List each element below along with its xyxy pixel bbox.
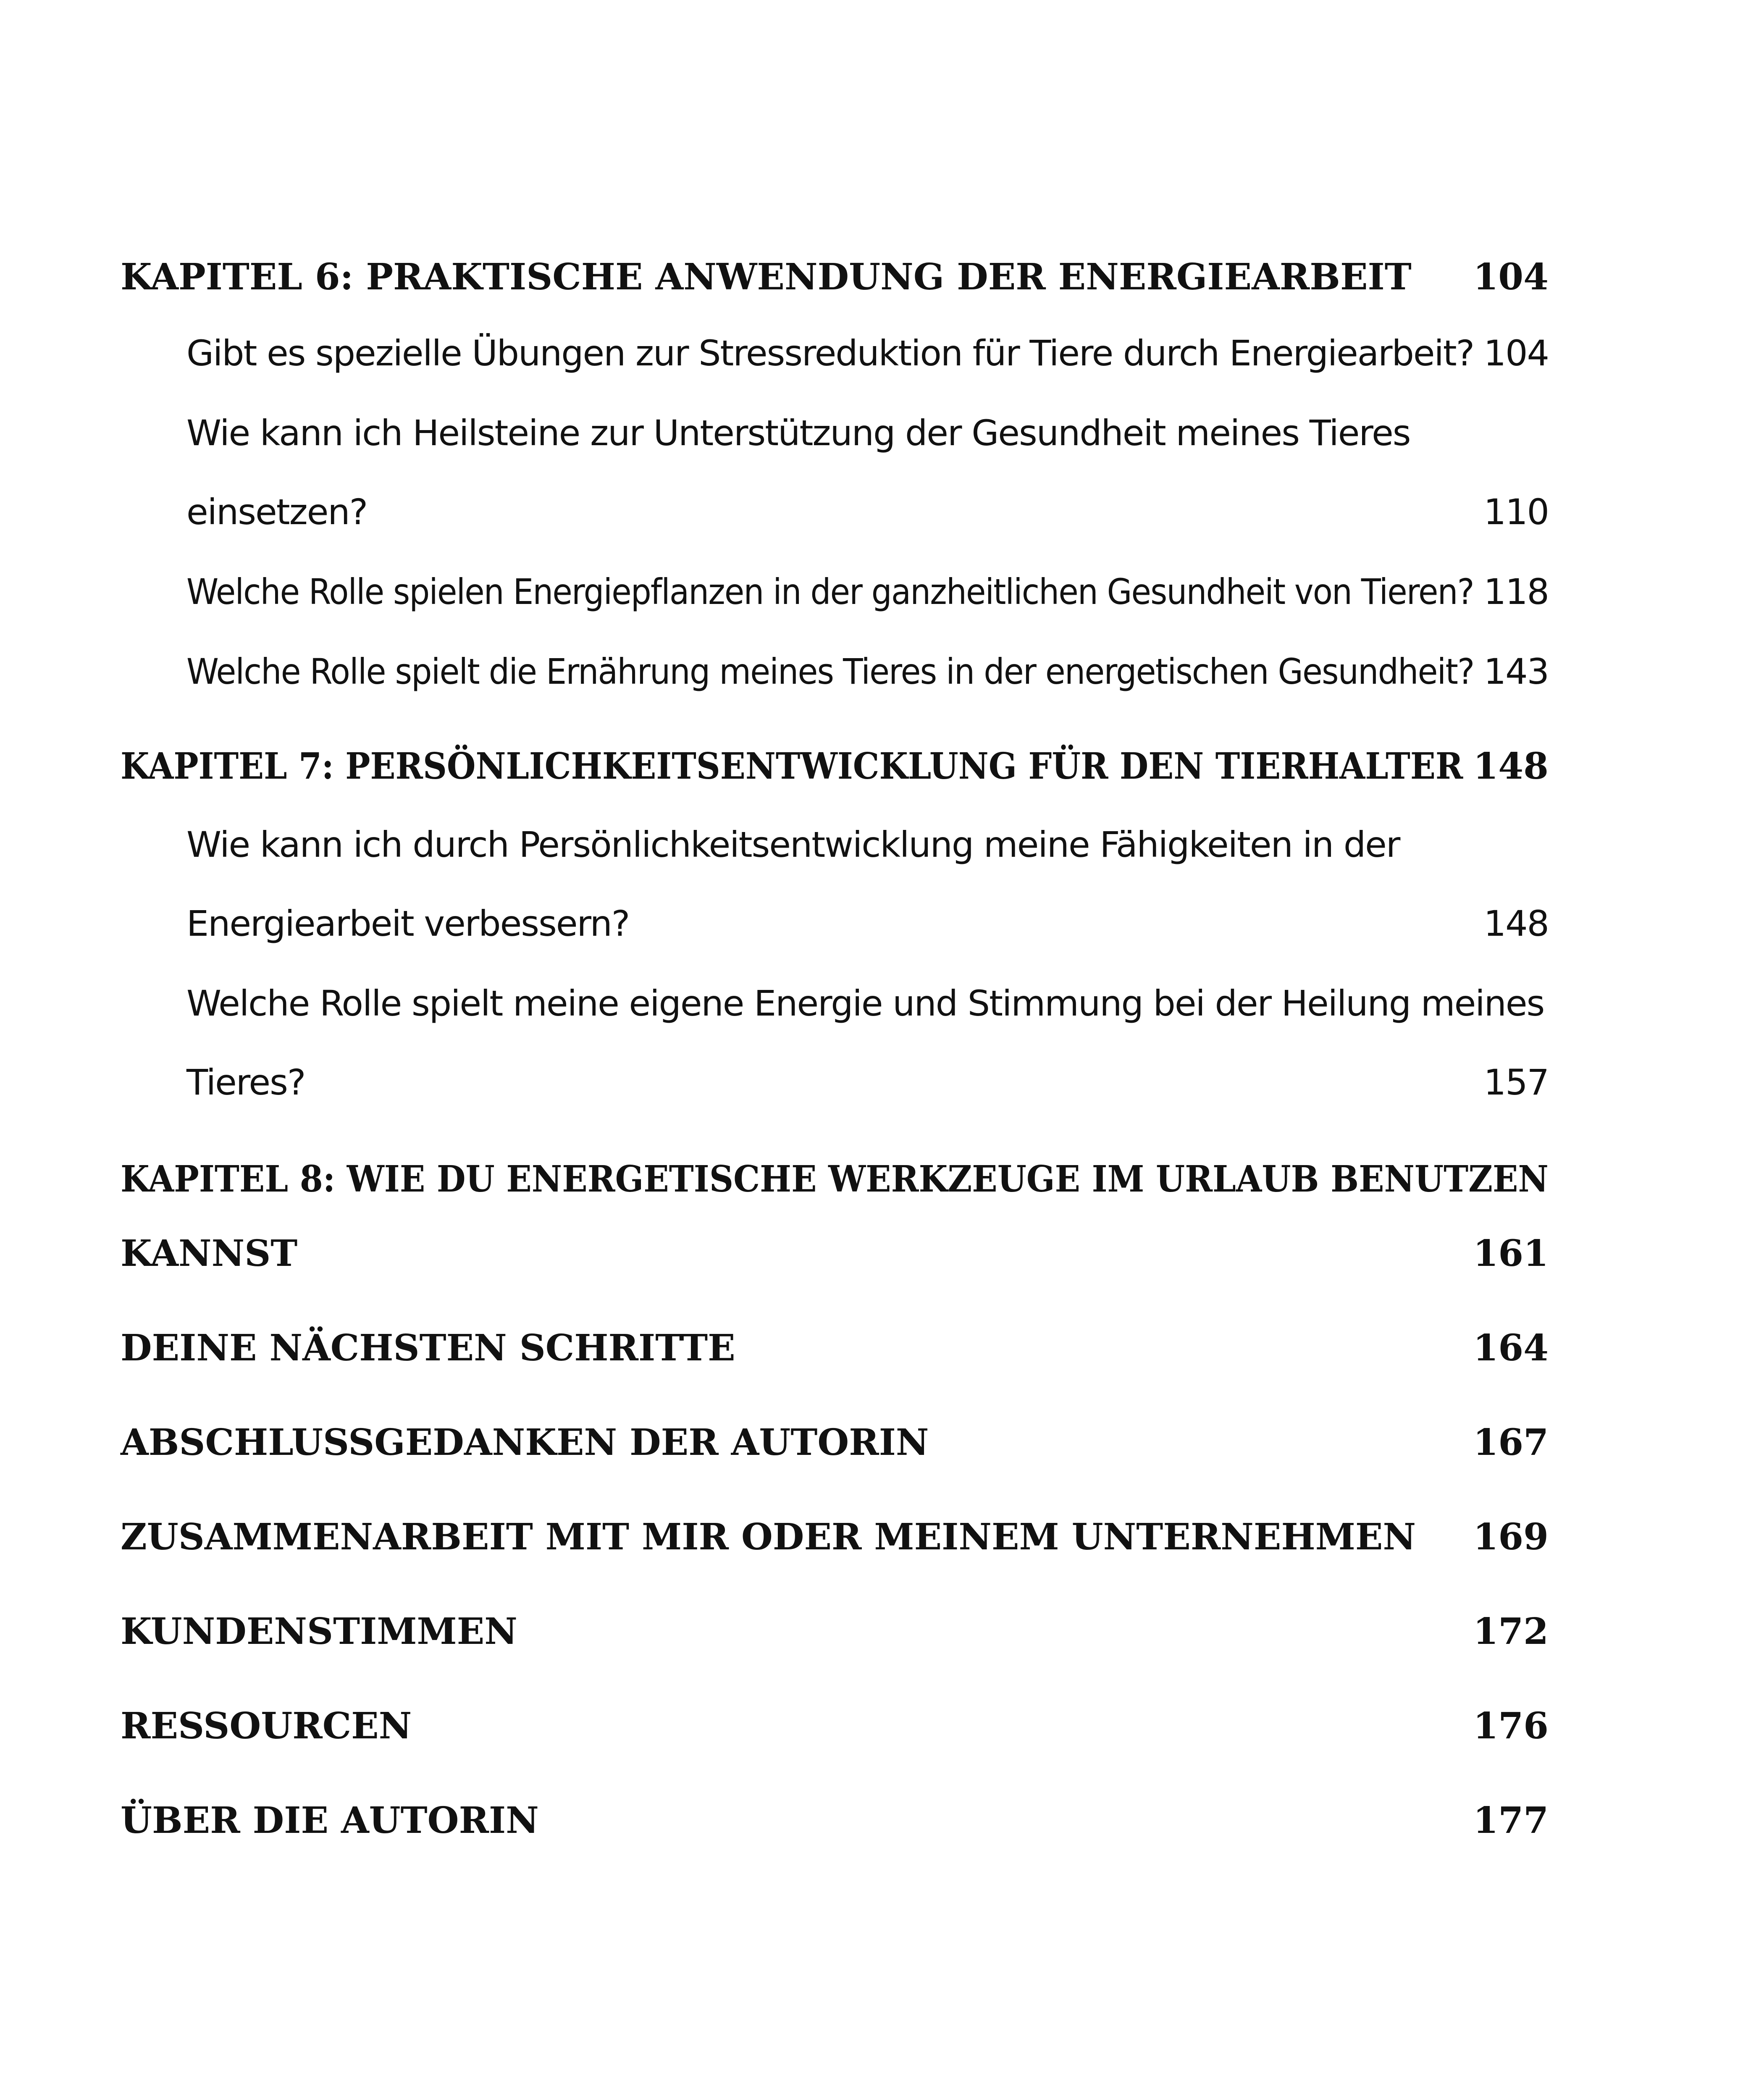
toc-entry-page: 169 — [1473, 1516, 1549, 1558]
toc-entry-page: 148 — [1483, 903, 1549, 944]
toc-entry-testimonials[interactable] — [121, 1579, 1549, 1659]
toc-entry-title: Welche Rolle spielt die Ernährung meines Tieres in der energetischen Gesundheit? — [186, 651, 1474, 692]
toc-entry-own-energy[interactable] — [121, 950, 1549, 1030]
toc-entry-next-steps[interactable] — [121, 1296, 1549, 1376]
toc-entry-stress-exercises[interactable] — [121, 300, 1549, 380]
toc-entry-chapter-8-cont[interactable] — [121, 1201, 1549, 1281]
toc-entry-page: 104 — [1483, 333, 1549, 374]
toc-entry-personal-development-cont[interactable] — [121, 871, 1549, 950]
toc-entry-title: KANNST — [121, 1232, 298, 1275]
toc-entry-title: ZUSAMMENARBEIT MIT MIR ODER MEINEM UNTERNEHMEN — [121, 1516, 1416, 1558]
toc-entry-title: Welche Rolle spielt meine eigene Energie und Stimmung bei der Heilung meines — [186, 983, 1544, 1024]
toc-entry-page: 110 — [1483, 491, 1549, 533]
toc-entry-collaboration[interactable] — [121, 1485, 1549, 1564]
toc-entry-page: 104 — [1473, 256, 1549, 298]
toc-entry-title: einsetzen? — [186, 491, 368, 533]
toc-entry-page: 118 — [1483, 571, 1549, 612]
toc-entry-page: 172 — [1473, 1610, 1549, 1653]
toc-entry-page: 167 — [1473, 1421, 1549, 1464]
toc-entry-title: KAPITEL 6: PRAKTISCHE ANWENDUNG DER ENERGIEARBEIT — [121, 256, 1412, 298]
toc-entry-title: DEINE NÄCHSTEN SCHRITTE — [121, 1327, 735, 1369]
toc-entry-energy-plants[interactable] — [121, 539, 1549, 619]
toc-entry-title: Energiearbeit verbessern? — [186, 903, 630, 944]
toc-entry-healing-stones-cont[interactable] — [121, 459, 1549, 539]
toc-entry-title: ABSCHLUSSGEDANKEN DER AUTORIN — [121, 1421, 929, 1464]
toc-entry-title: Welche Rolle spielen Energiepflanzen in der ganzheitlichen Gesundheit von Tieren? — [186, 571, 1474, 612]
toc-entry-title: KAPITEL 7: PERSÖNLICHKEITSENTWICKLUNG FÜR DEN TIERHALTER — [121, 745, 1463, 788]
toc-entry-title: ÜBER DIE AUTORIN — [121, 1799, 539, 1842]
toc-entry-title: Wie kann ich Heilsteine zur Unterstützung der Gesundheit meines Tieres — [186, 412, 1410, 454]
toc-entry-title: KAPITEL 8: WIE DU ENERGETISCHE WERKZEUGE IM URLAUB BENUTZEN — [121, 1158, 1549, 1200]
toc-entry-about-author[interactable] — [121, 1768, 1549, 1848]
toc-entry-page: 143 — [1483, 651, 1549, 692]
toc-entry-page: 161 — [1473, 1232, 1549, 1275]
toc-entry-page: 157 — [1483, 1062, 1549, 1103]
toc-entry-chapter-6[interactable] — [121, 225, 1549, 304]
toc-entry-page: 177 — [1473, 1799, 1549, 1842]
toc-entry-page: 148 — [1473, 745, 1549, 788]
toc-entry-personal-development[interactable] — [121, 792, 1549, 872]
toc-entry-page: 164 — [1473, 1327, 1549, 1369]
toc-entry-chapter-8[interactable] — [121, 1127, 1549, 1207]
toc-entry-chapter-7[interactable] — [121, 714, 1549, 794]
toc-entry-title: RESSOURCEN — [121, 1705, 412, 1747]
toc-entry-title: Gibt es spezielle Übungen zur Stressreduktion für Tiere durch Energiearbeit? — [186, 333, 1474, 374]
toc-entry-closing-thoughts[interactable] — [121, 1390, 1549, 1470]
toc-entry-title: Wie kann ich durch Persönlichkeitsentwicklung meine Fähigkeiten in der — [186, 824, 1400, 865]
toc-entry-nutrition[interactable] — [121, 619, 1549, 698]
toc-entry-title: Tieres? — [186, 1062, 305, 1103]
toc-entry-healing-stones[interactable] — [121, 380, 1549, 460]
toc-entry-page: 176 — [1473, 1705, 1549, 1747]
toc-entry-title: KUNDENSTIMMEN — [121, 1610, 517, 1653]
toc-entry-resources[interactable] — [121, 1674, 1549, 1754]
toc-entry-own-energy-cont[interactable] — [121, 1029, 1549, 1109]
